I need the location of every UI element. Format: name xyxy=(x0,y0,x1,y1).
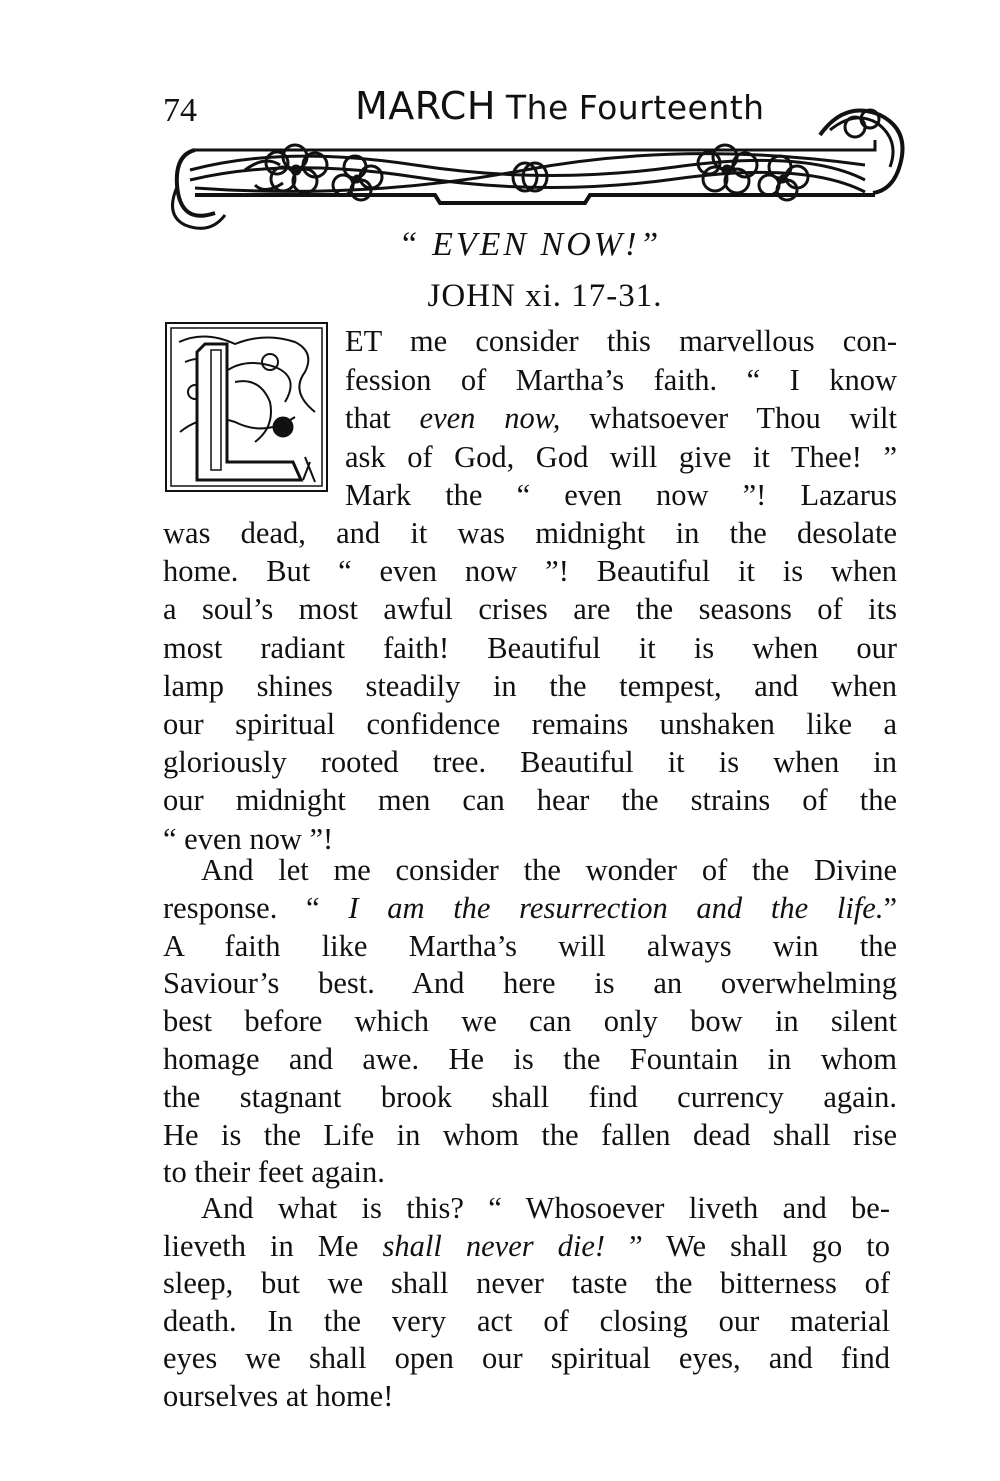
text-line: A faith like Martha’s will always win the xyxy=(163,928,897,963)
text-line: Mark the “ even now ”! Lazarus xyxy=(345,478,897,512)
text-line: homage and awe. He is the Fountain in whom xyxy=(163,1041,897,1076)
page-number: 74 xyxy=(163,92,197,129)
text-line: to their feet again. xyxy=(163,1155,385,1190)
text-line: was dead, and it was midnight in the desolate xyxy=(163,516,897,550)
text-line: And what is this? “ Whosoever liveth and be- xyxy=(201,1191,890,1225)
paragraph-1-opening xyxy=(345,322,897,515)
text-line: He is the Life in whom the fallen dead shall rise xyxy=(163,1117,897,1152)
floral-banner-ornament xyxy=(165,95,910,235)
text-line: gloriously rooted tree. Beautiful it is when in xyxy=(163,745,897,780)
month-label: MARCH xyxy=(355,84,496,128)
text-line: home. But “ even now ”! Beautiful it is when xyxy=(163,554,897,589)
text-line: sleep, but we shall never taste the bitterness of xyxy=(163,1266,890,1300)
day-label: Fourteenth xyxy=(578,88,765,127)
paragraph-3 xyxy=(163,1190,890,1415)
paragraph-1-continuation xyxy=(163,514,897,858)
text-line: most radiant faith! Beautiful it is when our xyxy=(163,630,897,665)
text-line-with-italic: that even now, whatsoever Thou wilt xyxy=(345,401,897,435)
text-line: “ even now ”! xyxy=(163,821,334,856)
text-line: And let me consider the wonder of the Divine xyxy=(201,853,897,887)
dropcap-letter: L xyxy=(209,457,210,458)
illuminated-dropcap-L xyxy=(165,322,328,492)
text-line: our midnight men can hear the strains of the xyxy=(163,783,897,818)
text-line: our spiritual confidence remains unshaken like a xyxy=(163,707,897,742)
text-line: ET me consider this marvellous con- xyxy=(345,324,897,358)
text-line: a soul’s most awful crises are the seasons of its xyxy=(163,592,897,627)
text-line: eyes we shall open our spiritual eyes, and find xyxy=(163,1341,890,1375)
text-line: ourselves at home! xyxy=(163,1378,394,1413)
text-line: best before which we can only bow in silent xyxy=(163,1004,897,1039)
the-label: The xyxy=(505,88,569,127)
text-line-with-italic: lieveth in Me shall never die! ” We shall go to xyxy=(163,1228,890,1263)
page-title: “ EVEN NOW!” xyxy=(398,226,662,263)
text-line: fession of Martha’s faith. “ I know xyxy=(345,362,897,397)
text-line: ask of God, God will give it Thee! ” xyxy=(345,439,897,474)
paragraph-2 xyxy=(163,852,897,1192)
scripture-reference: JOHN xi. 17-31. xyxy=(427,278,663,314)
text-line: the stagnant brook shall find currency again. xyxy=(163,1079,897,1114)
text-line: death. In the very act of closing our material xyxy=(163,1303,890,1338)
text-line: Saviour’s best. And here is an overwhelming xyxy=(163,966,897,1001)
text-line: lamp shines steadily in the tempest, and when xyxy=(163,668,897,703)
text-line-with-italic: response. “ I am the resurrection and the life.” xyxy=(163,890,897,925)
